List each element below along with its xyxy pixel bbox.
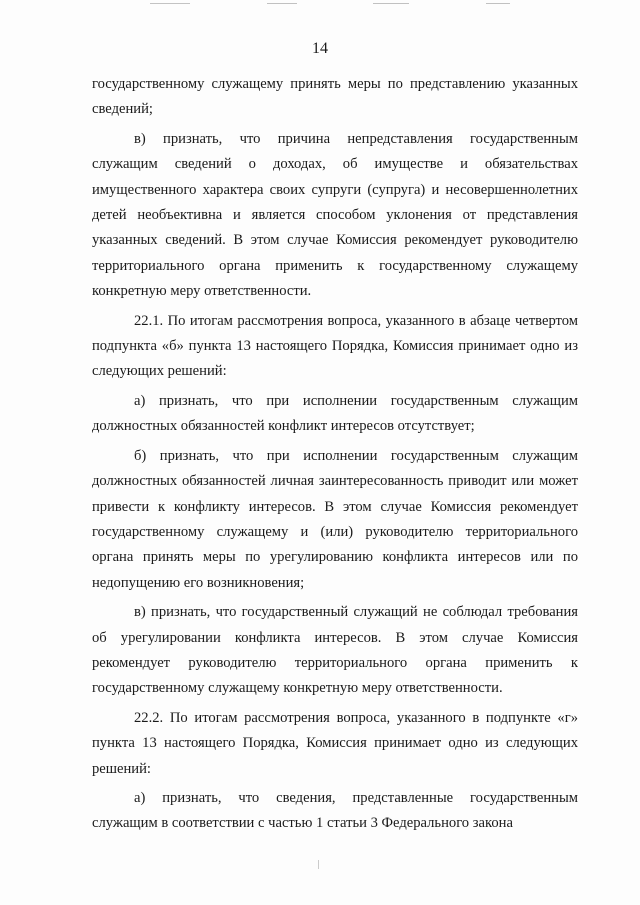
paragraph-22-1-v: в) признать, что государственный служащий не соблюдал требования об урегулировании конфликта интересов. В этом случае Комиссия рекомендует руководителю территориального органа применить к государственному служащему конкретную меру ответственности. <box>92 604 578 697</box>
document-body <box>92 72 578 837</box>
scan-artifact-bottom <box>318 860 319 869</box>
scan-artifact-top <box>150 3 510 5</box>
paragraph-item-v-first: в) признать, что причина непредставления государственным служащим сведений о доходах, об имуществе и обязательствах имущественного характера своих супруги (супруга) и несовершеннолетних детей необъективна и является способом уклонения от представления указанных сведений. В этом случае Комиссия рекомендует руководителю территориального органа применить к государственному служащему конкретную меру ответственности. <box>92 130 578 300</box>
paragraph-22-1-a: а) признать, что при исполнении государственным служащим должностных обязанностей конфликт интересов отсутствует; <box>92 392 578 435</box>
paragraph-22-1: 22.1. По итогам рассмотрения вопроса, указанного в абзаце четвертом подпункта «б» пункта 13 настоящего Порядка, Комиссия принимает одно из следующих решений: <box>92 312 578 380</box>
page-number: 14 <box>312 40 328 57</box>
paragraph-22-1-b: б) признать, что при исполнении государственным служащим должностных обязанностей личная заинтересованность приводит или может привести к конфликту интересов. В этом случае Комиссия рекомендует государственному служащему и (или) руководителю территориального органа принять меры по урегулированию конфликта интересов или по недопущению его возникновения; <box>92 447 578 591</box>
paragraph-22-2-a: а) признать, что сведения, представленные государственным служащим в соответствии с частью 1 статьи 3 Федерального закона <box>92 789 578 832</box>
paragraph-22-2: 22.2. По итогам рассмотрения вопроса, указанного в подпункте «г» пункта 13 настоящего Порядка, Комиссия принимает одно из следующих решений: <box>92 709 578 777</box>
paragraph-continuation: государственному служащему принять меры по представлению указанных сведений; <box>92 76 578 118</box>
